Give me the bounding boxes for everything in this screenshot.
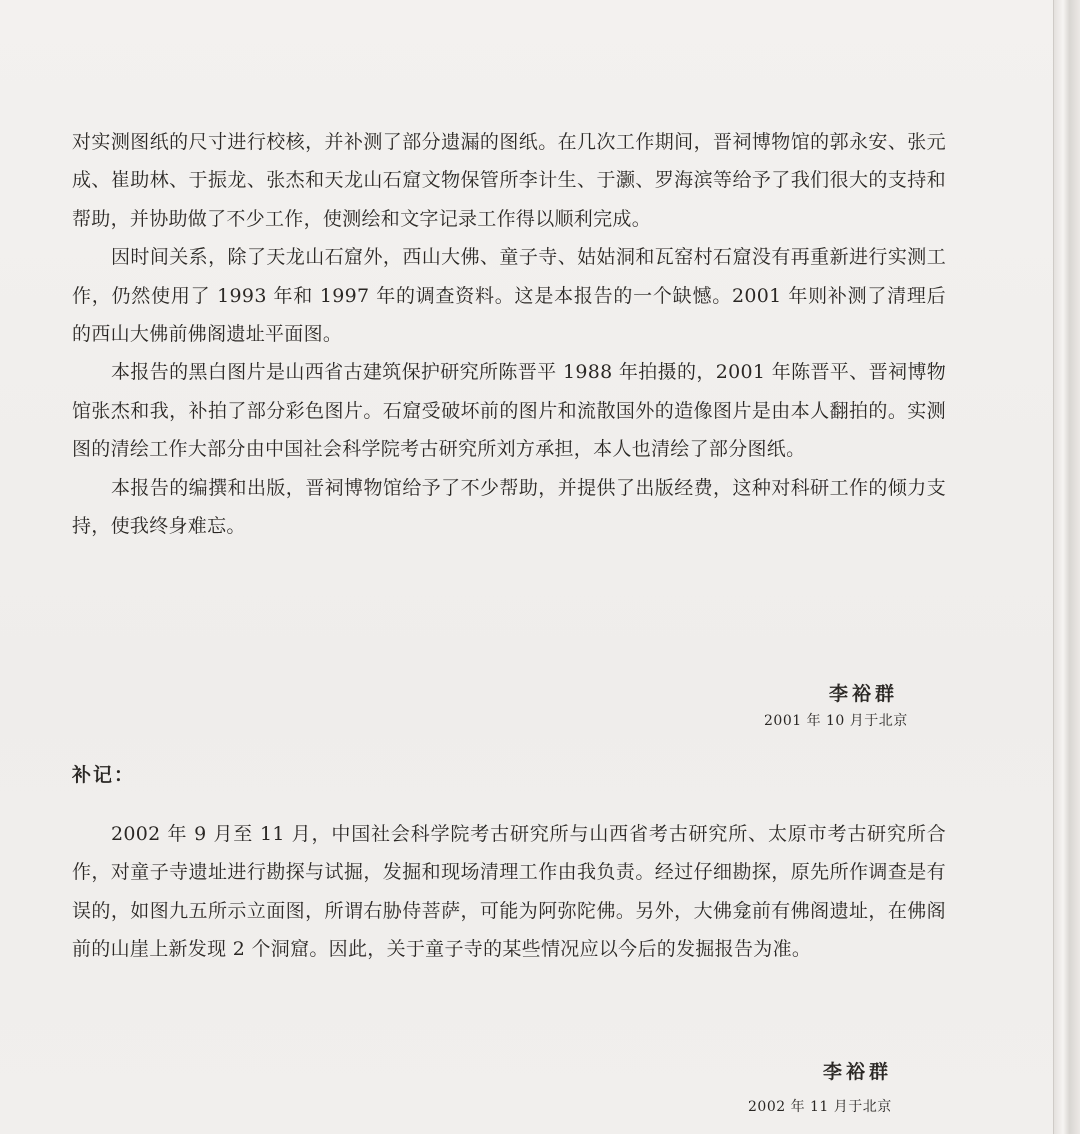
postscript-body: [72, 815, 946, 969]
author-signature: 李裕群: [828, 683, 898, 705]
main-body: [72, 123, 946, 545]
postscript-paragraph: 2002 年 9 月至 11 月，中国社会科学院考古研究所与山西省考古研究所、太原市考古研究所合作，对童子寺遗址进行勘探与试掘，发掘和现场清理工作由我负责。经过仔细勘探，原先所作调查是有误的，如图九五所示立面图，所谓右胁侍菩萨，可能为阿弥陀佛。另外，大佛龛前有佛阁遗址，在佛阁前的山崖上新发现 2 个洞窟。因此，关于童子寺的某些情况应以今后的发掘报告为准。: [72, 823, 946, 961]
signature-date: 2001 年 10 月于北京: [764, 713, 908, 729]
paragraph-2: 因时间关系，除了天龙山石窟外，西山大佛、童子寺、姑姑洞和瓦窑村石窟没有再重新进行实测工作，仍然使用了 1993 年和 1997 年的调查资料。这是本报告的一个缺憾。2001 年则补测了清理后的西山大佛前佛阁遗址平面图。: [72, 246, 946, 346]
paragraph-4: 本报告的编撰和出版，晋祠博物馆给予了不少帮助，并提供了出版经费，这种对科研工作的倾力支持，使我终身难忘。: [72, 476, 946, 538]
paragraph-3: 本报告的黑白图片是山西省古建筑保护研究所陈晋平 1988 年拍摄的，2001 年陈晋平、晋祠博物馆张杰和我，补拍了部分彩色图片。石窟受破坏前的图片和流散国外的造像图片是由本人翻拍的。实测图的清绘工作大部分由中国社会科学院考古研究所刘方承担，本人也清绘了部分图纸。: [72, 361, 946, 461]
paragraph-1: 对实测图纸的尺寸进行校核，并补测了部分遗漏的图纸。在几次工作期间，晋祠博物馆的郭永安、张元成、崔助林、于振龙、张杰和天龙山石窟文物保管所李计生、于灏、罗海滨等给予了我们很大的支持和帮助，并协助做了不少工作，使测绘和文字记录工作得以顺利完成。: [72, 131, 946, 230]
postscript-signature: 李裕群: [822, 1061, 892, 1083]
postscript-date: 2002 年 11 月于北京: [748, 1099, 892, 1115]
postscript-heading: 补记：: [72, 764, 136, 786]
book-spine-edge: [1053, 0, 1080, 1134]
